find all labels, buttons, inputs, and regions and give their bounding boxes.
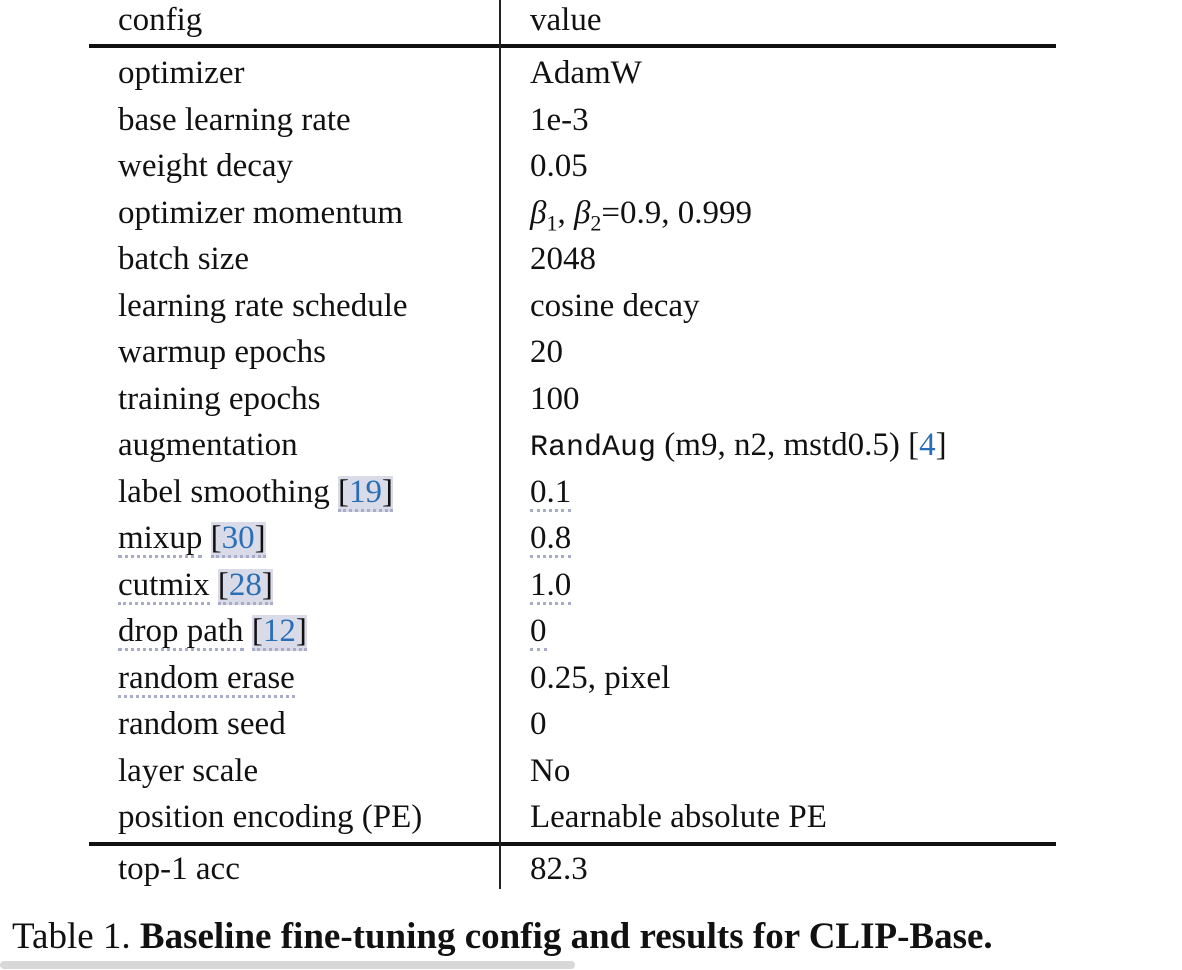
row-config: training epochs: [118, 380, 321, 417]
table-row: [89, 701, 1056, 748]
value-link[interactable]: 0.1: [530, 473, 572, 510]
config-link[interactable]: drop path: [118, 613, 244, 649]
citation-number: 28: [228, 566, 262, 603]
augmentation-params: (m9, n2, mstd0.5): [656, 427, 909, 463]
row-value: 0: [530, 706, 547, 742]
result-config: top-1 acc: [118, 850, 240, 887]
row-config: batch size: [118, 241, 250, 277]
table-row: [89, 236, 1056, 283]
value-link[interactable]: 0.8: [530, 520, 572, 556]
row-config: [118, 562, 273, 609]
config-link[interactable]: cutmix: [118, 566, 210, 603]
config-link[interactable]: mixup: [118, 520, 203, 556]
row-config: layer scale: [118, 752, 259, 789]
row-value: [530, 469, 571, 516]
row-value: 20: [530, 334, 563, 370]
config-link[interactable]: random erase: [118, 659, 295, 696]
horizontal-scrollbar[interactable]: [0, 961, 575, 969]
momentum-values: =0.9, 0.999: [601, 194, 752, 231]
caption-text: Baseline fine-tuning config and results for CLIP-Base.: [139, 916, 993, 957]
table-row: [89, 283, 1056, 330]
row-value: No: [530, 752, 571, 789]
table-row: [89, 143, 1056, 190]
row-value: 1e-3: [530, 101, 589, 138]
table-header-row: [89, 0, 1056, 44]
row-value: 100: [530, 380, 580, 417]
beta-symbol: β: [530, 194, 547, 231]
row-config: optimizer: [118, 55, 245, 91]
row-value: [530, 562, 571, 609]
row-value: cosine decay: [530, 287, 700, 324]
table-row: [89, 608, 1056, 655]
row-config: [118, 469, 393, 516]
header-value: value: [530, 2, 602, 38]
table-row: [89, 655, 1056, 702]
citation-number: 19: [348, 473, 382, 510]
row-config: warmup epochs: [118, 334, 327, 370]
citation-link[interactable]: [30]: [210, 520, 266, 556]
table-row: [89, 562, 1056, 609]
table-row: [89, 422, 1056, 469]
row-value: [530, 608, 547, 655]
result-row: [89, 846, 1056, 893]
header-config: config: [118, 2, 203, 38]
config-label: label smoothing: [118, 473, 330, 510]
result-value: 82.3: [530, 850, 588, 887]
config-table: [89, 0, 1056, 892]
row-value: AdamW: [530, 55, 642, 91]
row-config: base learning rate: [118, 101, 351, 138]
citation-link[interactable]: 4: [919, 427, 936, 463]
value-link[interactable]: 1.0: [530, 566, 572, 603]
row-value: Learnable absolute PE: [530, 799, 827, 835]
table-row: [89, 469, 1056, 516]
table-row: [89, 190, 1056, 237]
randaug-code: RandAug: [530, 431, 657, 465]
citation-number: 12: [262, 613, 296, 649]
beta-symbol: β: [573, 194, 591, 231]
row-config: random seed: [118, 706, 286, 742]
table-row: [89, 515, 1056, 562]
row-config: position encoding (PE): [118, 799, 423, 835]
value-link[interactable]: 0: [530, 613, 547, 649]
subscript: 2: [590, 210, 602, 236]
row-value: RandAug (m9, n2, mstd0.5) [4]: [530, 427, 947, 465]
table-row: [89, 376, 1056, 423]
table-row: [89, 97, 1056, 144]
table-row: [89, 748, 1056, 795]
row-config: optimizer momentum: [118, 194, 404, 231]
citation-link[interactable]: [12]: [251, 613, 307, 649]
row-value: 2048: [530, 241, 596, 277]
separator: ,: [557, 194, 574, 231]
table-row: [89, 50, 1056, 97]
row-config: weight decay: [118, 148, 294, 184]
caption-label: Table 1.: [12, 916, 140, 957]
citation-number: 30: [221, 520, 255, 556]
citation-link[interactable]: [28]: [217, 566, 273, 603]
table-row: [89, 329, 1056, 376]
table-row: [89, 794, 1056, 841]
citation-link[interactable]: [19]: [337, 473, 393, 510]
row-config: [118, 515, 266, 562]
row-value: 0.25, pixel: [530, 659, 671, 696]
row-config: learning rate schedule: [118, 287, 408, 324]
row-config: [118, 655, 295, 702]
subscript: 1: [546, 210, 558, 236]
table-caption: [12, 915, 993, 958]
row-value: 0.05: [530, 148, 588, 184]
row-value: [530, 515, 571, 562]
row-config: augmentation: [118, 427, 298, 463]
row-config: [118, 608, 307, 655]
